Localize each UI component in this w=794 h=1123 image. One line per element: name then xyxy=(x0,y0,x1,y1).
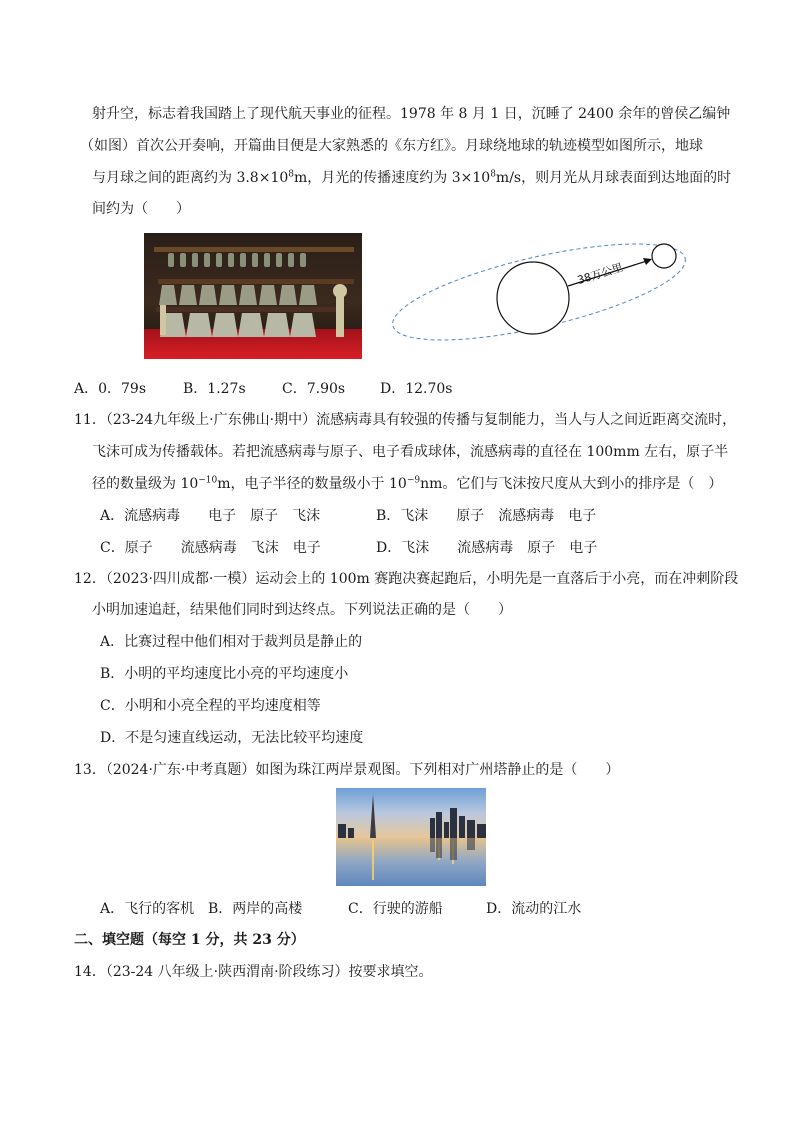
q11-option-c[interactable]: C．原子 流感病毒 飞沫 电子 xyxy=(100,540,321,556)
q10-option-d[interactable]: D．12.70s xyxy=(380,381,453,397)
q10-option-c[interactable]: C．7.90s xyxy=(282,381,346,397)
q13-option-b[interactable]: B．两岸的高楼 xyxy=(208,901,303,917)
q10-line-1: 射升空，标志着我国踏上了现代航天事业的征程。1978 年 8 月 1 日，沉睡了 2400 余年的曾侯乙编钟 xyxy=(92,106,731,122)
q10-line-4: 间约为（ ） xyxy=(92,201,190,217)
moon-circle xyxy=(652,244,676,268)
orbit-diagram xyxy=(388,236,688,356)
q14-line-1: 14．（23-24 八年级上·陕西渭南·阶段练习）按要求填空。 xyxy=(74,964,433,980)
q11-line-3-part-a: 径的数量级为 10 xyxy=(92,476,199,492)
q13-option-c[interactable]: C．行驶的游船 xyxy=(348,901,443,917)
q10-option-b[interactable]: B．1.27s xyxy=(183,381,246,397)
q12-line-2: 小明加速追赶，结果他们同时到达终点。下列说法正确的是（ ） xyxy=(92,602,512,618)
q12-option-b[interactable]: B．小明的平均速度比小亮的平均速度小 xyxy=(100,666,349,682)
earth-circle xyxy=(497,262,569,334)
q11-line-2: 飞沫可成为传播载体。若把流感病毒与原子、电子看成球体，流感病毒的直径在 100mm 左右，原子半 xyxy=(92,444,729,460)
q11-option-a[interactable]: A．流感病毒 电子 原子 飞沫 xyxy=(100,508,321,524)
orbit-diagram-svg xyxy=(388,236,688,356)
q11-line-3-part-c: nm。它们与飞沫按尺度从大到小的排序是（ ） xyxy=(420,476,723,492)
q11-option-b[interactable]: B．飞沫 原子 流感病毒 电子 xyxy=(376,508,597,524)
q12-option-c[interactable]: C．小明和小亮全程的平均速度相等 xyxy=(100,698,321,714)
q11-exponent-1: −10 xyxy=(198,475,218,486)
chime-bells-photo xyxy=(144,233,362,359)
q11-line-3 xyxy=(92,474,722,494)
pearl-river-photo xyxy=(336,788,486,886)
section-2-title: 二、填空题（每空 1 分，共 23 分） xyxy=(74,932,305,948)
q10-line-3-part-b: m，月光的传播速度约为 3×10 xyxy=(294,170,491,186)
q10-line-3 xyxy=(92,168,731,188)
chime-bells-illustration xyxy=(144,233,362,359)
q10-line-3-part-a: 与月球之间的距离约为 3.8×10 xyxy=(92,170,289,186)
distance-label: 38万公里 xyxy=(575,260,625,288)
q11-line-3-part-b: m，电子半径的数量级小于 10 xyxy=(217,476,407,492)
q10-line-2: （如图）首次公开奏响，开篇曲目便是大家熟悉的《东方红》。月球绕地球的轨迹模型如图所示，地球 xyxy=(80,138,703,154)
q10-option-a[interactable]: A．0．79s xyxy=(74,381,147,397)
q11-option-d[interactable]: D．飞沫 流感病毒 原子 电子 xyxy=(376,540,598,556)
q12-option-d[interactable]: D．不是匀速直线运动，无法比较平均速度 xyxy=(100,730,364,746)
q11-line-1: 11．（23-24九年级上·广东佛山·期中）流感病毒具有较强的传播与复制能力，当人与人之间近距离交流时， xyxy=(74,412,737,428)
q11-exponent-2: −9 xyxy=(406,475,421,486)
q12-line-1: 12．（2023·四川成都·一模）运动会上的 100m 赛跑决赛起跑后，小明先是一直落后于小亮，而在冲刺阶段 xyxy=(74,571,739,587)
q12-option-a[interactable]: A．比赛过程中他们相对于裁判员是静止的 xyxy=(100,634,363,650)
q10-exponent-2: 8 xyxy=(490,169,496,180)
pearl-river-illustration xyxy=(336,788,486,886)
q13-option-a[interactable]: A．飞行的客机 xyxy=(100,901,195,917)
q10-line-3-part-c: m/s，则月光从月球表面到达地面的时 xyxy=(495,170,732,186)
q10-exponent-1: 8 xyxy=(288,169,294,180)
q13-option-d[interactable]: D．流动的江水 xyxy=(486,901,582,917)
q13-line-1: 13．（2024·广东·中考真题）如图为珠江两岸景观图。下列相对广州塔静止的是（ ） xyxy=(74,762,620,778)
